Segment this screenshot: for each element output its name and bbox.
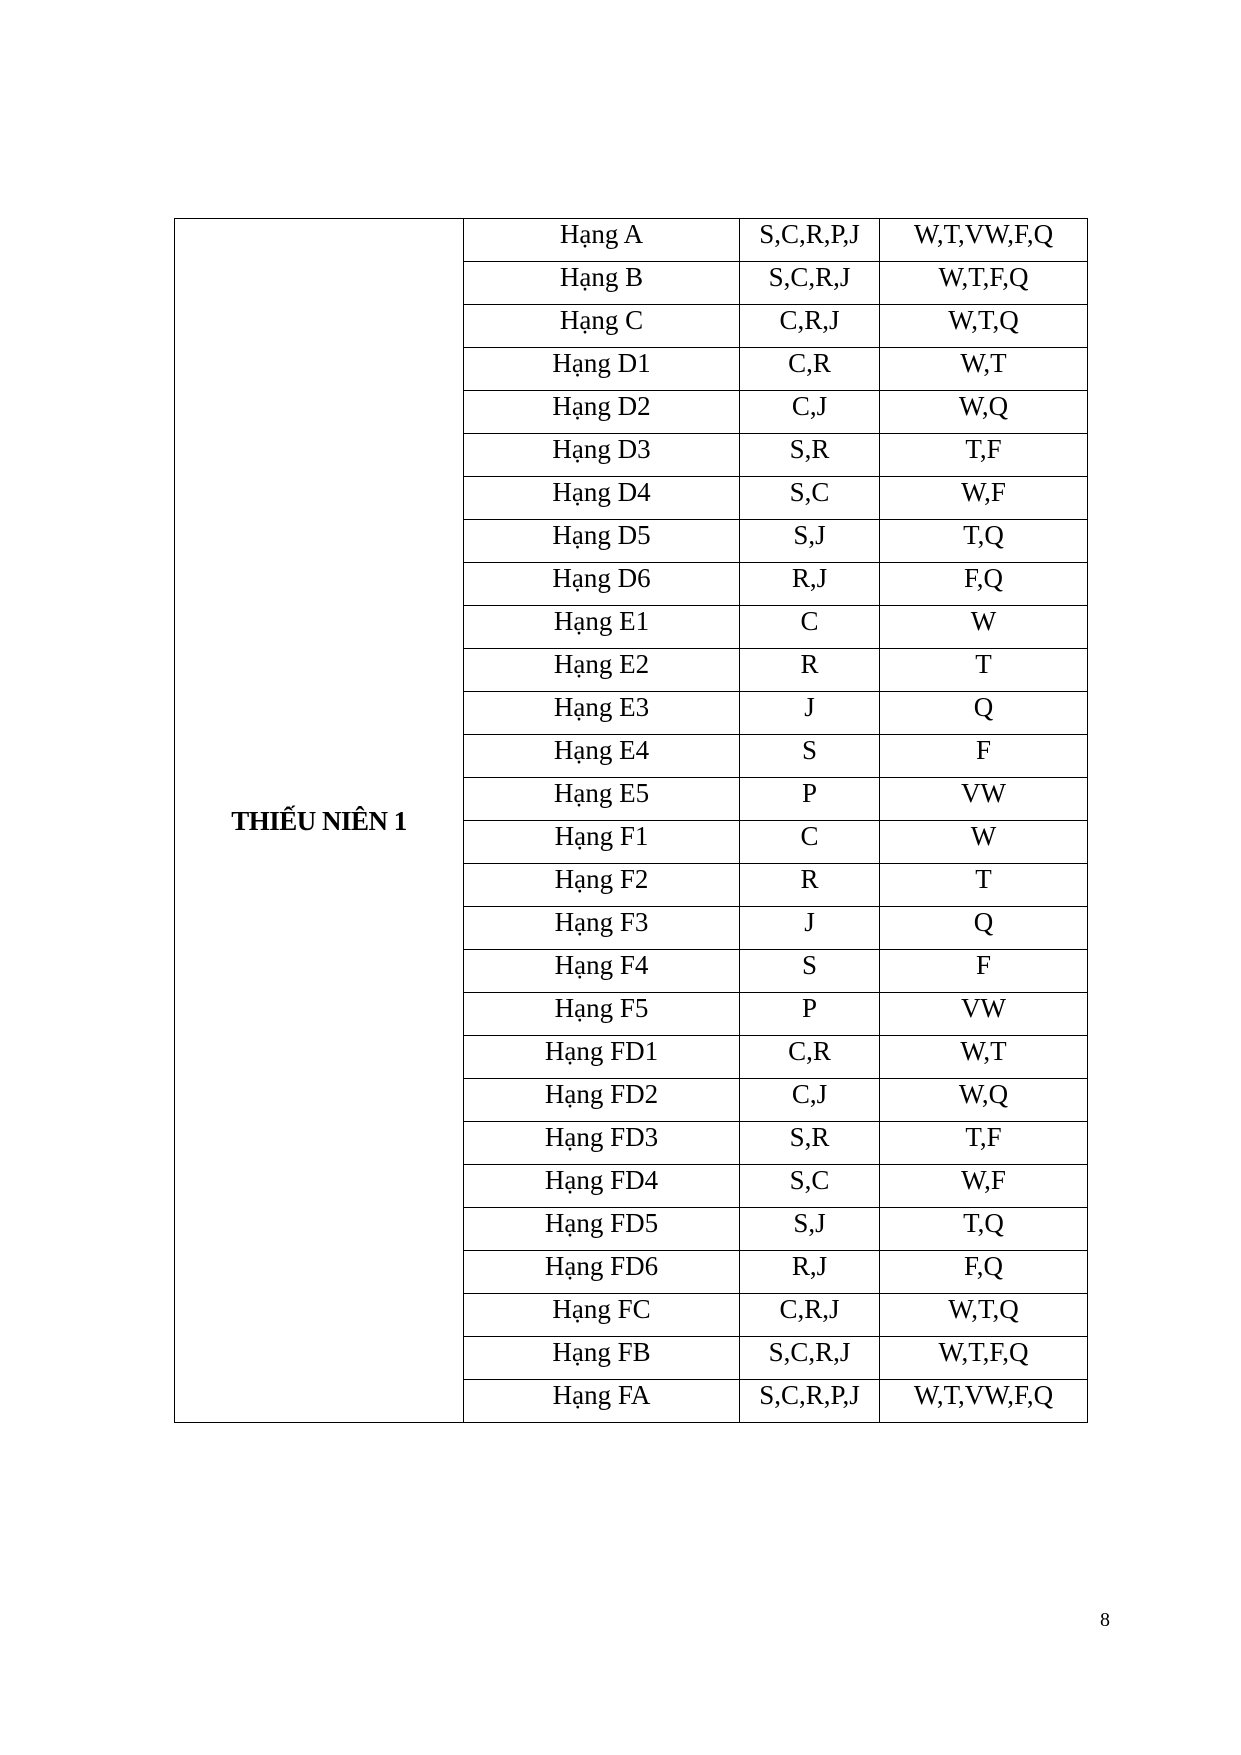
codes-cell: VW	[880, 778, 1088, 821]
codes-cell: W,T,Q	[880, 305, 1088, 348]
grade-cell: Hạng FB	[464, 1337, 740, 1380]
letters-cell: J	[740, 692, 880, 735]
grade-cell: Hạng FD5	[464, 1208, 740, 1251]
letters-cell: C,R,J	[740, 305, 880, 348]
grade-cell: Hạng FD4	[464, 1165, 740, 1208]
letters-cell: R	[740, 649, 880, 692]
codes-cell: W	[880, 821, 1088, 864]
table-row	[175, 219, 1088, 262]
group-label-cell: THIẾU NIÊN 1	[175, 219, 464, 1423]
grade-cell: Hạng E2	[464, 649, 740, 692]
letters-cell: S,J	[740, 520, 880, 563]
letters-cell: S,C	[740, 477, 880, 520]
grade-cell: Hạng D4	[464, 477, 740, 520]
letters-cell: C,J	[740, 1079, 880, 1122]
grade-cell: Hạng FD1	[464, 1036, 740, 1079]
codes-cell: Q	[880, 692, 1088, 735]
grade-cell: Hạng F3	[464, 907, 740, 950]
grade-cell: Hạng D3	[464, 434, 740, 477]
codes-cell: T,Q	[880, 1208, 1088, 1251]
grade-cell: Hạng F4	[464, 950, 740, 993]
letters-cell: S,C,R,P,J	[740, 219, 880, 262]
letters-cell: C	[740, 821, 880, 864]
codes-cell: T,Q	[880, 520, 1088, 563]
grade-cell: Hạng D1	[464, 348, 740, 391]
letters-cell: S,C,R,J	[740, 1337, 880, 1380]
letters-cell: S,C	[740, 1165, 880, 1208]
grade-cell: Hạng FD3	[464, 1122, 740, 1165]
codes-cell: W,T,F,Q	[880, 1337, 1088, 1380]
letters-cell: C,J	[740, 391, 880, 434]
grade-cell: Hạng F2	[464, 864, 740, 907]
letters-cell: S,C,R,P,J	[740, 1380, 880, 1423]
codes-cell: T,F	[880, 434, 1088, 477]
grade-cell: Hạng E1	[464, 606, 740, 649]
codes-cell: F	[880, 735, 1088, 778]
grade-cell: Hạng F1	[464, 821, 740, 864]
grade-cell: Hạng FD2	[464, 1079, 740, 1122]
codes-cell: W,F	[880, 1165, 1088, 1208]
codes-cell: W,T,VW,F,Q	[880, 1380, 1088, 1423]
codes-cell: W,T	[880, 348, 1088, 391]
grade-cell: Hạng E4	[464, 735, 740, 778]
letters-cell: C	[740, 606, 880, 649]
codes-cell: VW	[880, 993, 1088, 1036]
codes-cell: W,T,F,Q	[880, 262, 1088, 305]
letters-cell: R,J	[740, 1251, 880, 1294]
codes-cell: F,Q	[880, 563, 1088, 606]
codes-cell: W,Q	[880, 391, 1088, 434]
grade-cell: Hạng D5	[464, 520, 740, 563]
letters-cell: R	[740, 864, 880, 907]
letters-cell: C,R,J	[740, 1294, 880, 1337]
grade-cell: Hạng E3	[464, 692, 740, 735]
grade-cell: Hạng D6	[464, 563, 740, 606]
letters-cell: S,R	[740, 1122, 880, 1165]
letters-cell: P	[740, 993, 880, 1036]
codes-cell: T	[880, 864, 1088, 907]
codes-cell: Q	[880, 907, 1088, 950]
codes-cell: W	[880, 606, 1088, 649]
page-number: 8	[1100, 1609, 1110, 1631]
grade-cell: Hạng FC	[464, 1294, 740, 1337]
grade-cell: Hạng D2	[464, 391, 740, 434]
codes-cell: F	[880, 950, 1088, 993]
codes-cell: T	[880, 649, 1088, 692]
grade-table	[174, 218, 1088, 1423]
letters-cell: P	[740, 778, 880, 821]
grade-cell: Hạng C	[464, 305, 740, 348]
codes-cell: T,F	[880, 1122, 1088, 1165]
letters-cell: R,J	[740, 563, 880, 606]
codes-cell: W,T	[880, 1036, 1088, 1079]
table-body	[175, 219, 1088, 1423]
grade-cell: Hạng E5	[464, 778, 740, 821]
grade-cell: Hạng B	[464, 262, 740, 305]
letters-cell: S,J	[740, 1208, 880, 1251]
codes-cell: W,T,Q	[880, 1294, 1088, 1337]
grade-cell: Hạng F5	[464, 993, 740, 1036]
letters-cell: C,R	[740, 348, 880, 391]
codes-cell: W,T,VW,F,Q	[880, 219, 1088, 262]
letters-cell: S,C,R,J	[740, 262, 880, 305]
grade-cell: Hạng A	[464, 219, 740, 262]
letters-cell: S,R	[740, 434, 880, 477]
letters-cell: J	[740, 907, 880, 950]
letters-cell: C,R	[740, 1036, 880, 1079]
codes-cell: W,Q	[880, 1079, 1088, 1122]
codes-cell: W,F	[880, 477, 1088, 520]
letters-cell: S	[740, 950, 880, 993]
codes-cell: F,Q	[880, 1251, 1088, 1294]
letters-cell: S	[740, 735, 880, 778]
grade-cell: Hạng FA	[464, 1380, 740, 1423]
grade-cell: Hạng FD6	[464, 1251, 740, 1294]
